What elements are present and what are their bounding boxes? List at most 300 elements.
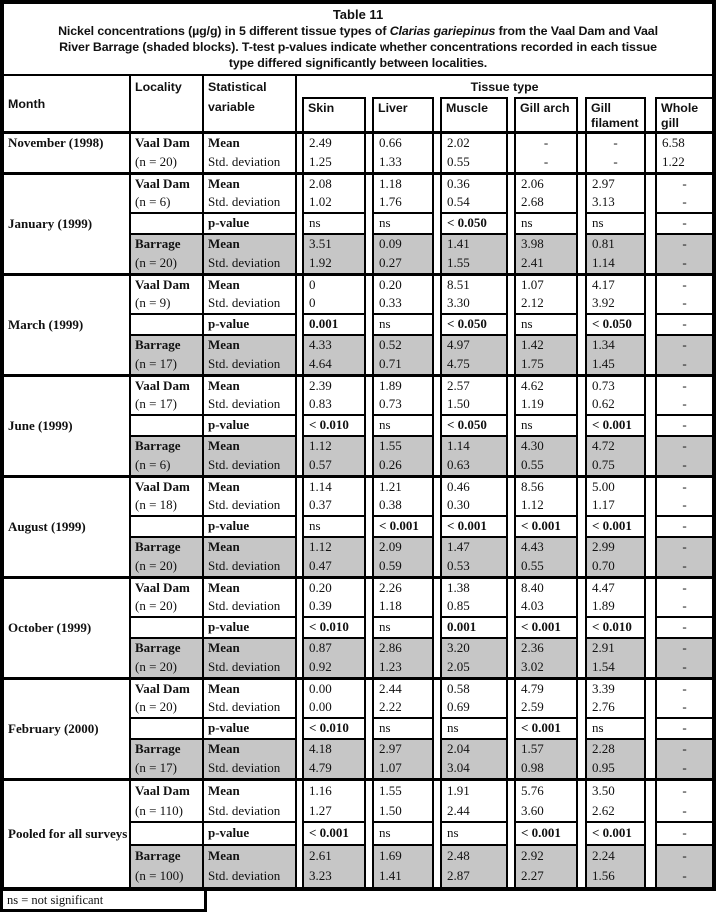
spacer-cell: [577, 153, 586, 173]
spacer-cell: [296, 739, 303, 759]
spacer-cell: [365, 436, 373, 456]
spacer-cell: [296, 557, 303, 577]
locality-cell-dam: [130, 173, 203, 213]
data-cell: -: [515, 133, 577, 153]
data-cell: 1.14: [586, 254, 645, 274]
month-group: [4, 678, 712, 779]
spacer-cell: [296, 801, 303, 822]
spacer-cell: [577, 193, 586, 213]
data-cell: 1.19: [515, 395, 577, 415]
spacer-cell: [296, 476, 303, 496]
data-cell: 3.92: [586, 294, 645, 314]
p-value-cell: < 0.050: [586, 314, 645, 335]
data-cell: 4.47: [586, 577, 645, 597]
stat-label-pvalue: p-value: [203, 822, 296, 844]
spacer-cell: [296, 779, 303, 801]
stat-label-mean: Mean: [203, 577, 296, 597]
stat-label-std: Std. deviation: [203, 254, 296, 274]
p-value-cell: < 0.010: [303, 617, 365, 638]
header-tissue-gill-filament: Gill filament: [586, 98, 645, 133]
data-cell: 1.12: [303, 537, 365, 557]
p-value-cell: -: [656, 314, 712, 335]
data-cell: 1.12: [303, 436, 365, 456]
data-cell: 0.73: [586, 375, 645, 395]
p-value-cell: < 0.050: [441, 314, 507, 335]
data-cell: 2.44: [373, 678, 433, 698]
data-cell: 1.54: [586, 658, 645, 678]
locality-n: (n = 9): [135, 295, 171, 311]
spacer-cell: [645, 638, 656, 658]
spacer-cell: [433, 866, 441, 886]
spacer-cell: [365, 274, 373, 294]
stat-label-std: Std. deviation: [203, 153, 296, 173]
spacer-cell: [645, 845, 656, 866]
data-cell: 4.33: [303, 335, 365, 355]
spacer-cell: [577, 658, 586, 678]
footnote-box: [0, 891, 207, 912]
locality-name: Vaal Dam: [135, 135, 190, 150]
spacer-cell: [507, 739, 515, 759]
spacer-cell: [433, 822, 441, 844]
spacer-cell: [577, 845, 586, 866]
spacer-cell: [645, 476, 656, 496]
p-value-cell: < 0.001: [441, 516, 507, 537]
data-table: [4, 76, 712, 887]
data-cell: 4.43: [515, 537, 577, 557]
data-cell: -: [656, 496, 712, 516]
data-cell: -: [656, 456, 712, 476]
table-title: Table 11: [332, 7, 384, 22]
data-cell: 0.53: [441, 557, 507, 577]
p-value-cell: ns: [441, 822, 507, 844]
spacer-cell: [433, 678, 441, 698]
locality-name: Vaal Dam: [135, 276, 190, 292]
spacer-cell: [577, 213, 586, 234]
spacer-cell: [296, 415, 303, 436]
data-cell: 1.23: [373, 658, 433, 678]
spacer-cell: [507, 597, 515, 617]
locality-cell-dam: [130, 779, 203, 822]
stat-label-mean: Mean: [203, 638, 296, 658]
spacer-cell: [296, 718, 303, 739]
spacer-cell: [433, 537, 441, 557]
spacer-cell: [365, 718, 373, 739]
data-cell: 4.97: [441, 335, 507, 355]
spacer-cell: [365, 638, 373, 658]
month-cell: June (1999): [4, 375, 130, 476]
data-cell: -: [656, 866, 712, 886]
spacer-cell: [433, 415, 441, 436]
spacer-cell: [365, 173, 373, 193]
data-cell: -: [656, 476, 712, 496]
spacer-cell: [296, 213, 303, 234]
data-cell: 2.48: [441, 845, 507, 866]
data-cell: 2.49: [303, 133, 365, 153]
p-value-cell: < 0.001: [515, 617, 577, 638]
data-cell: 2.05: [441, 658, 507, 678]
spacer-cell: [296, 759, 303, 779]
spacer-cell: [433, 759, 441, 779]
spacer-cell: [365, 254, 373, 274]
data-cell: 1.07: [515, 274, 577, 294]
data-cell: 4.62: [515, 375, 577, 395]
data-cell: 0.98: [515, 759, 577, 779]
spacer-cell: [645, 234, 656, 254]
spacer-cell: [645, 678, 656, 698]
data-cell: 2.22: [373, 698, 433, 718]
data-cell: 1.14: [303, 476, 365, 496]
stat-label-pvalue: p-value: [203, 213, 296, 234]
spacer-cell: [577, 822, 586, 844]
spacer-cell: [365, 133, 373, 153]
locality-n: (n = 6): [135, 456, 171, 472]
spacer-cell: [365, 213, 373, 234]
data-cell: 1.07: [373, 759, 433, 779]
spacer-cell: [507, 476, 515, 496]
data-cell: 1.89: [586, 597, 645, 617]
spacer-cell: [296, 274, 303, 294]
spacer-cell: [577, 254, 586, 274]
month-group: [4, 476, 712, 577]
spacer-cell: [507, 658, 515, 678]
stat-label-mean: Mean: [203, 537, 296, 557]
caption-species-italic: Clarias gariepinus: [389, 24, 496, 38]
locality-cell-empty: [130, 718, 203, 739]
p-value-cell: -: [656, 822, 712, 844]
data-cell: -: [656, 557, 712, 577]
p-value-cell: < 0.001: [586, 415, 645, 436]
data-cell: 0.27: [373, 254, 433, 274]
spacer-cell: [645, 294, 656, 314]
p-value-cell: ns: [373, 314, 433, 335]
data-cell: -: [656, 355, 712, 375]
header-locality: Locality: [130, 76, 203, 133]
data-cell: -: [586, 133, 645, 153]
data-cell: -: [656, 779, 712, 801]
data-cell: 1.55: [441, 254, 507, 274]
spacer-cell: [645, 254, 656, 274]
spacer-cell: [296, 98, 303, 133]
spacer-cell: [507, 274, 515, 294]
spacer-cell: [645, 698, 656, 718]
data-cell: 0.55: [515, 557, 577, 577]
spacer-cell: [365, 597, 373, 617]
data-cell: 2.02: [441, 133, 507, 153]
spacer-cell: [577, 173, 586, 193]
data-cell: 1.02: [303, 193, 365, 213]
spacer-cell: [296, 678, 303, 698]
data-cell: -: [656, 597, 712, 617]
spacer-cell: [507, 294, 515, 314]
data-cell: 1.25: [303, 153, 365, 173]
data-cell: -: [656, 801, 712, 822]
table-caption-line-2: River Barrage (shaded blocks). T-test p-values indicate whether concentrations recorded in each tissue: [59, 40, 657, 54]
data-cell: 0.33: [373, 294, 433, 314]
locality-name: Vaal Dam: [135, 579, 190, 595]
spacer-cell: [507, 516, 515, 537]
spacer-cell: [645, 718, 656, 739]
data-cell: 2.87: [441, 866, 507, 886]
stat-label-std: Std. deviation: [203, 759, 296, 779]
locality-cell-barrage: [130, 739, 203, 779]
spacer-cell: [507, 193, 515, 213]
stat-label-std: Std. deviation: [203, 801, 296, 822]
data-cell: 0.38: [373, 496, 433, 516]
data-cell: 3.13: [586, 193, 645, 213]
data-cell: 0.09: [373, 234, 433, 254]
data-cell: -: [586, 153, 645, 173]
p-value-cell: ns: [586, 213, 645, 234]
data-cell: 2.27: [515, 866, 577, 886]
spacer-cell: [577, 294, 586, 314]
data-cell: -: [656, 638, 712, 658]
month-cell: October (1999): [4, 577, 130, 678]
spacer-cell: [296, 355, 303, 375]
data-cell: 0.63: [441, 456, 507, 476]
spacer-cell: [577, 395, 586, 415]
spacer-cell: [645, 617, 656, 638]
spacer-cell: [296, 638, 303, 658]
data-cell: 0.70: [586, 557, 645, 577]
data-cell: 4.30: [515, 436, 577, 456]
spacer-cell: [507, 557, 515, 577]
data-cell: -: [656, 395, 712, 415]
data-cell: -: [656, 173, 712, 193]
spacer-cell: [433, 845, 441, 866]
spacer-cell: [507, 678, 515, 698]
month-group: [4, 274, 712, 375]
spacer-cell: [507, 314, 515, 335]
locality-name: Barrage: [135, 847, 181, 863]
p-value-cell: ns: [373, 822, 433, 844]
data-cell: -: [656, 845, 712, 866]
spacer-cell: [577, 375, 586, 395]
month-group: [4, 173, 712, 274]
spacer-cell: [296, 133, 303, 153]
spacer-cell: [433, 355, 441, 375]
spacer-cell: [577, 557, 586, 577]
spacer-cell: [577, 314, 586, 335]
locality-n: (n = 17): [135, 355, 177, 371]
spacer-cell: [645, 375, 656, 395]
data-cell: 1.47: [441, 537, 507, 557]
data-cell: 1.92: [303, 254, 365, 274]
locality-n: (n = 6): [135, 194, 171, 210]
spacer-cell: [296, 698, 303, 718]
spacer-cell: [645, 314, 656, 335]
spacer-cell: [577, 577, 586, 597]
stat-label-mean: Mean: [203, 274, 296, 294]
spacer-cell: [645, 496, 656, 516]
table-caption-line-1: [6, 23, 710, 39]
spacer-cell: [365, 193, 373, 213]
p-value-cell: ns: [303, 213, 365, 234]
spacer-cell: [645, 577, 656, 597]
locality-n: (n = 18): [135, 497, 177, 513]
spacer-cell: [507, 395, 515, 415]
p-value-cell: -: [656, 415, 712, 436]
month-cell: November (1998): [4, 133, 130, 174]
spacer-cell: [296, 866, 303, 886]
p-value-cell: ns: [373, 718, 433, 739]
data-cell: 1.41: [441, 234, 507, 254]
spacer-cell: [645, 395, 656, 415]
locality-name: Vaal Dam: [135, 478, 190, 494]
spacer-cell: [507, 577, 515, 597]
data-cell: 8.56: [515, 476, 577, 496]
data-cell: 2.99: [586, 537, 645, 557]
spacer-cell: [433, 638, 441, 658]
p-value-cell: < 0.001: [586, 516, 645, 537]
spacer-cell: [296, 254, 303, 274]
data-cell: 1.91: [441, 779, 507, 801]
locality-n: (n = 110): [135, 802, 184, 818]
stat-label-std: Std. deviation: [203, 355, 296, 375]
data-cell: 0.62: [586, 395, 645, 415]
data-cell: 2.24: [586, 845, 645, 866]
locality-cell-dam: [130, 274, 203, 314]
spacer-cell: [507, 698, 515, 718]
locality-n: (n = 17): [135, 396, 177, 412]
spacer-cell: [645, 597, 656, 617]
spacer-cell: [433, 395, 441, 415]
spacer-cell: [433, 718, 441, 739]
stat-label-pvalue: p-value: [203, 718, 296, 739]
locality-cell-empty: [130, 617, 203, 638]
data-cell: 0.47: [303, 557, 365, 577]
spacer-cell: [433, 153, 441, 173]
data-cell: 0.36: [441, 173, 507, 193]
spacer-cell: [365, 577, 373, 597]
spacer-cell: [296, 597, 303, 617]
header-tissue-gill-arch: Gill arch: [515, 98, 577, 133]
spacer-cell: [645, 822, 656, 844]
data-cell: 3.98: [515, 234, 577, 254]
table-header: [4, 76, 712, 133]
spacer-cell: [296, 375, 303, 395]
data-cell: 2.09: [373, 537, 433, 557]
data-cell: 1.18: [373, 173, 433, 193]
data-cell: -: [656, 335, 712, 355]
spacer-cell: [365, 415, 373, 436]
spacer-cell: [296, 314, 303, 335]
data-cell: -: [656, 234, 712, 254]
spacer-cell: [433, 274, 441, 294]
spacer-cell: [645, 193, 656, 213]
spacer-cell: [365, 557, 373, 577]
data-cell: 2.39: [303, 375, 365, 395]
spacer-cell: [645, 557, 656, 577]
spacer-cell: [365, 294, 373, 314]
spacer-cell: [296, 234, 303, 254]
spacer-cell: [645, 335, 656, 355]
data-cell: 2.04: [441, 739, 507, 759]
header-tissue-type: Tissue type: [470, 80, 539, 94]
spacer-cell: [645, 98, 656, 133]
stat-label-std: Std. deviation: [203, 294, 296, 314]
spacer-cell: [577, 234, 586, 254]
data-cell: 4.79: [515, 678, 577, 698]
data-cell: 1.50: [441, 395, 507, 415]
spacer-cell: [433, 98, 441, 133]
spacer-cell: [645, 537, 656, 557]
spacer-cell: [365, 801, 373, 822]
stat-label-std: Std. deviation: [203, 193, 296, 213]
p-value-cell: ns: [515, 213, 577, 234]
data-cell: 1.69: [373, 845, 433, 866]
spacer-cell: [296, 193, 303, 213]
stat-label-std: Std. deviation: [203, 496, 296, 516]
spacer-cell: [645, 133, 656, 153]
header-statistical-variable: Statistical variable: [203, 76, 296, 133]
data-cell: 3.02: [515, 658, 577, 678]
stat-label-mean: Mean: [203, 476, 296, 496]
stat-label-std: Std. deviation: [203, 456, 296, 476]
data-cell: 4.75: [441, 355, 507, 375]
locality-name: Vaal Dam: [135, 377, 190, 393]
data-cell: 0.00: [303, 678, 365, 698]
stat-label-mean: Mean: [203, 173, 296, 193]
data-cell: 0.20: [373, 274, 433, 294]
spacer-cell: [577, 698, 586, 718]
p-value-cell: ns: [373, 617, 433, 638]
caption-text: from the Vaal Dam and Vaal: [495, 24, 658, 38]
spacer-cell: [507, 254, 515, 274]
spacer-cell: [645, 658, 656, 678]
data-cell: 2.57: [441, 375, 507, 395]
spacer-cell: [365, 698, 373, 718]
spacer-cell: [507, 638, 515, 658]
data-cell: 2.08: [303, 173, 365, 193]
p-value-cell: -: [656, 617, 712, 638]
p-value-cell: < 0.001: [515, 516, 577, 537]
spacer-cell: [507, 617, 515, 638]
spacer-cell: [433, 133, 441, 153]
locality-cell-dam: [130, 476, 203, 516]
spacer-cell: [645, 355, 656, 375]
stat-label-mean: Mean: [203, 375, 296, 395]
spacer-cell: [296, 456, 303, 476]
spacer-cell: [577, 355, 586, 375]
locality-name: Barrage: [135, 235, 181, 251]
spacer-cell: [507, 234, 515, 254]
data-cell: -: [656, 436, 712, 456]
data-cell: 2.59: [515, 698, 577, 718]
spacer-cell: [507, 153, 515, 173]
spacer-cell: [365, 355, 373, 375]
spacer-cell: [507, 98, 515, 133]
spacer-cell: [296, 496, 303, 516]
footnote-text: ns = not significant: [7, 892, 104, 907]
data-cell: 0.75: [586, 456, 645, 476]
spacer-cell: [433, 557, 441, 577]
data-cell: 2.12: [515, 294, 577, 314]
locality-cell-barrage: [130, 234, 203, 274]
data-cell: -: [656, 739, 712, 759]
spacer-cell: [507, 718, 515, 739]
spacer-cell: [645, 739, 656, 759]
data-cell: 3.30: [441, 294, 507, 314]
locality-name: Vaal Dam: [135, 175, 190, 191]
data-cell: 2.97: [586, 173, 645, 193]
locality-n: (n = 20): [135, 598, 177, 614]
spacer-cell: [433, 496, 441, 516]
spacer-cell: [507, 436, 515, 456]
data-cell: 0.58: [441, 678, 507, 698]
spacer-cell: [577, 476, 586, 496]
data-cell: 0.71: [373, 355, 433, 375]
locality-cell-empty: [130, 415, 203, 436]
